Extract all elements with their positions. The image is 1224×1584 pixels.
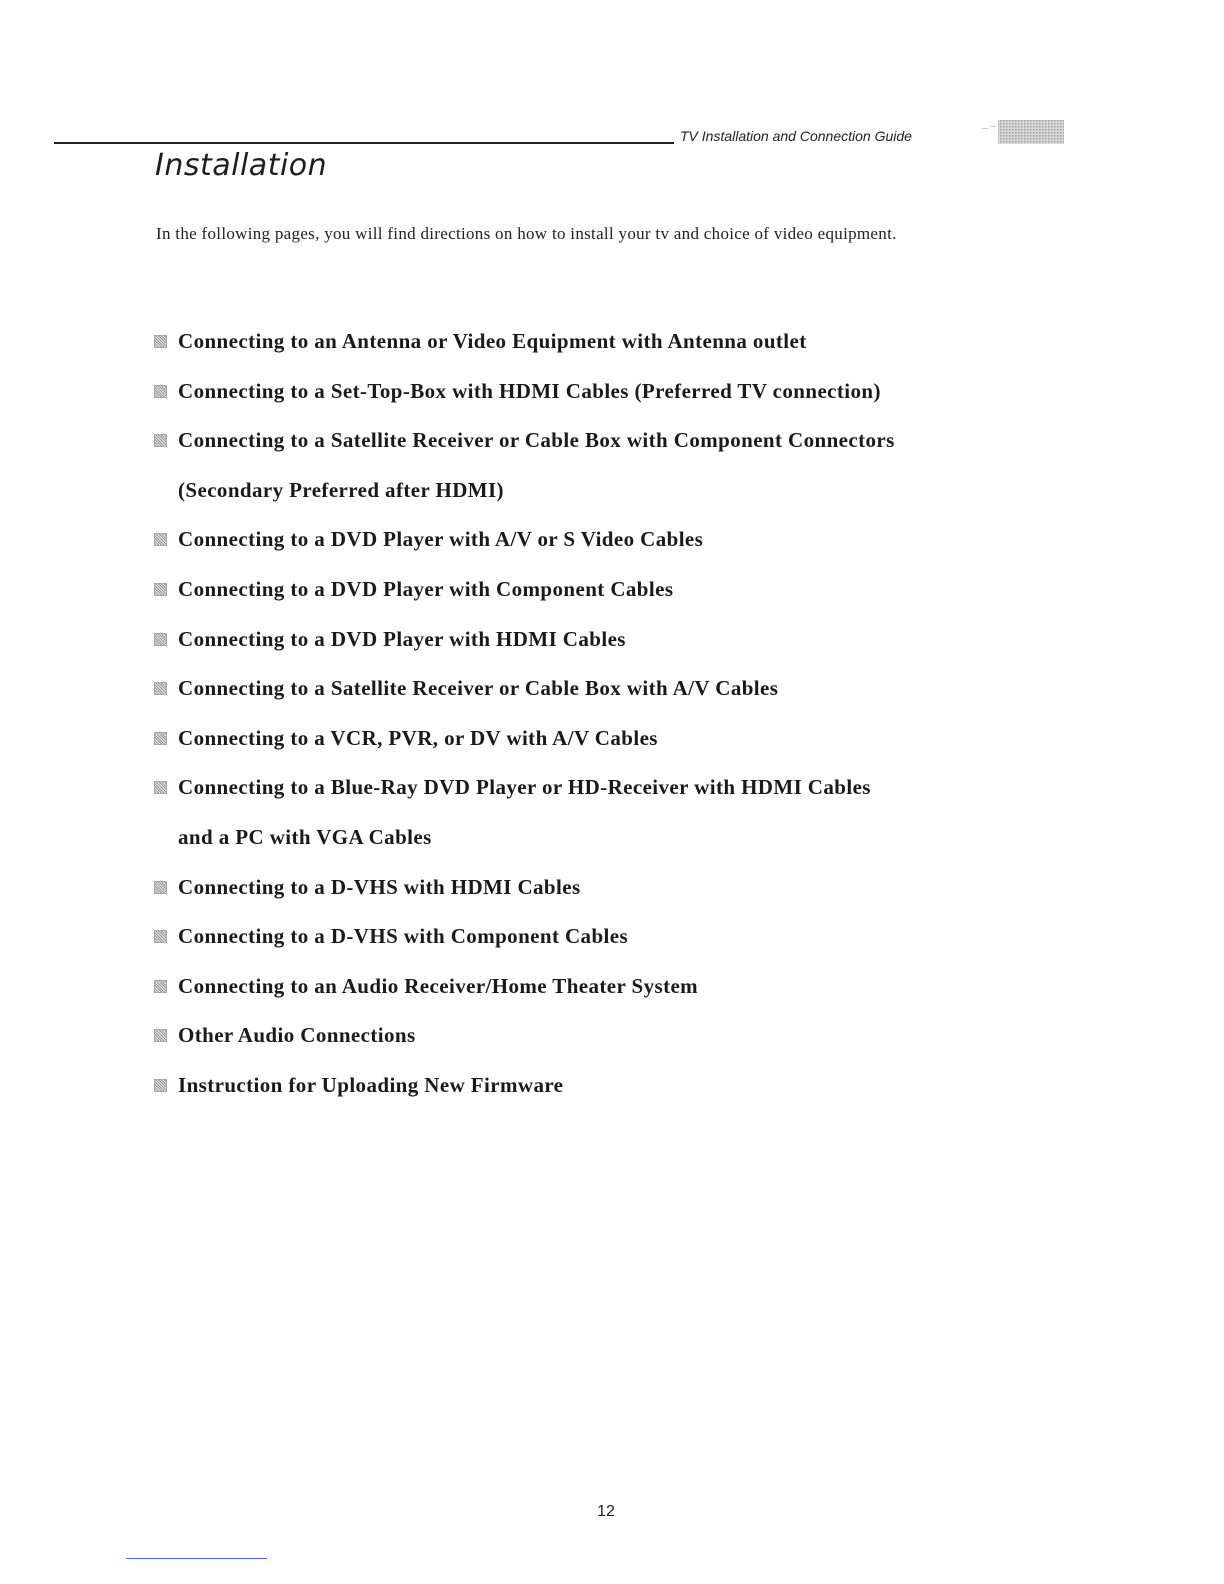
list-item-label: Connecting to a VCR, PVR, or DV with A/V Cables	[178, 725, 658, 750]
list-item	[154, 962, 1034, 1012]
list-item-label: Connecting to a DVD Player with A/V or S Video Cables	[178, 527, 704, 552]
square-bullet-icon	[154, 732, 167, 745]
list-item-label: Instruction for Uploading New Firmware	[178, 1072, 564, 1097]
page-number: 12	[597, 1503, 615, 1520]
square-bullet-icon	[154, 781, 167, 794]
list-item	[154, 367, 1034, 417]
list-item-label: Connecting to a Set-Top-Box with HDMI Cables (Preferred TV connection)	[178, 378, 881, 403]
list-item-label: Connecting to a D-VHS with HDMI Cables	[178, 874, 581, 899]
page-title: Installation	[155, 148, 328, 183]
list-item	[154, 1061, 1034, 1111]
list-item	[154, 565, 1034, 615]
square-bullet-icon	[154, 682, 167, 695]
list-item-label: Connecting to a Blue-Ray DVD Player or HD-Receiver with HDMI Cables and a PC with VGA Cables	[178, 775, 871, 849]
list-item	[154, 317, 1034, 367]
square-bullet-icon	[154, 881, 167, 894]
list-item	[154, 615, 1034, 665]
intro-text: In the following pages, you will find directions on how to install your tv and choice of video equipment.	[156, 224, 897, 243]
list-item-label: Connecting to a DVD Player with HDMI Cables	[178, 626, 626, 651]
square-bullet-icon	[154, 335, 167, 348]
list-item	[154, 515, 1034, 565]
list-item-label: Other Audio Connections	[178, 1023, 416, 1048]
list-item-label: Connecting to an Antenna or Video Equipment with Antenna outlet	[178, 329, 807, 353]
header-decoration	[982, 120, 1064, 144]
section-list	[154, 317, 1034, 1111]
square-bullet-icon	[154, 533, 167, 546]
square-bullet-icon	[154, 980, 167, 993]
square-bullet-icon	[154, 930, 167, 943]
header-guide-title: TV Installation and Connection Guide	[680, 128, 912, 144]
list-item	[154, 863, 1034, 913]
square-bullet-icon	[154, 633, 167, 646]
footer-rule	[126, 1558, 267, 1559]
square-bullet-icon	[154, 1079, 167, 1092]
list-item	[154, 1011, 1034, 1061]
list-item	[154, 664, 1034, 714]
list-item	[154, 763, 1034, 862]
list-item-label: Connecting to a Satellite Receiver or Cable Box with A/V Cables	[178, 676, 779, 701]
square-bullet-icon	[154, 434, 167, 447]
list-item-label: Connecting to an Audio Receiver/Home Theater System	[178, 973, 699, 998]
square-bullet-icon	[154, 1029, 167, 1042]
list-item	[154, 416, 1034, 515]
header-rule	[54, 142, 674, 144]
list-item	[154, 714, 1034, 764]
list-item-label: Connecting to a Satellite Receiver or Cable Box with Component Connectors (Secondary Preferred after HDMI)	[178, 428, 895, 502]
square-bullet-icon	[154, 583, 167, 596]
list-item-label: Connecting to a DVD Player with Component Cables	[178, 576, 674, 601]
list-item-label: Connecting to a D-VHS with Component Cables	[178, 924, 629, 949]
square-bullet-icon	[154, 385, 167, 398]
list-item	[154, 912, 1034, 962]
